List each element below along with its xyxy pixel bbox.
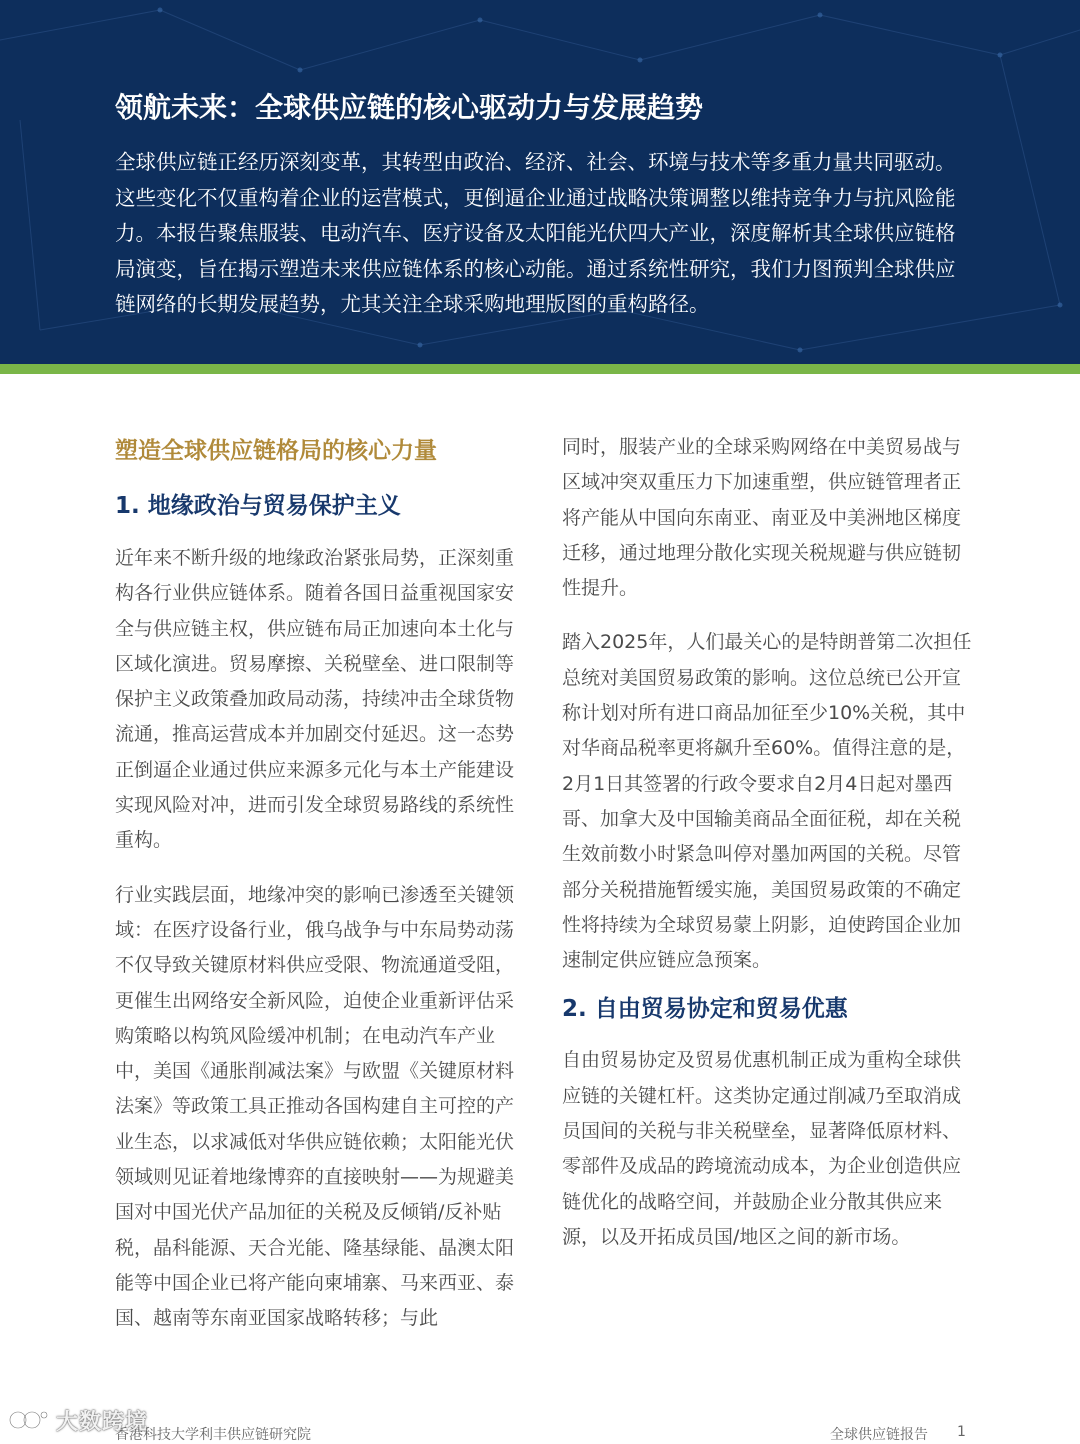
footer-institution: 香港科技大学利丰供应链研究院 bbox=[115, 1427, 311, 1443]
body-paragraph: 同时，服装产业的全球采购网络在中美贸易战与区域冲突双重压力下加速重塑，供应链管理者正将产能从中国向东南亚、南亚及中美洲地区梯度迁移，通过地理分散化实现关税规避与供应链韧性提升。 bbox=[562, 436, 962, 600]
body-paragraph: 行业实践层面，地缘冲突的影响已渗透至关键领域：在医疗设备行业，俄乌战争与中东局势动荡不仅导致关键原材料供应受限、物流通道受阻，更催生出网络安全新风险，迫使企业重新评估采购策略以构筑风险缓冲机制；在电动汽车产业中，美国《通胀削减法案》与欧盟《关键原材料法案》等政策工具正推动各国构建自主可控的产业生态，以求减低对华供应链依赖；太阳能光伏领域则见证着地缘博弈的直接映射——为规避美国对中国光伏产品加征的关税及反倾销/反补贴税，晶科能源、天合光能、隆基绿能、晶澳太阳能等中国企业已将产能向柬埔寨、马来西亚、泰国、越南等东南亚国家战略转移；与此 bbox=[115, 883, 515, 1330]
intro-paragraph: 全球供应链正经历深刻变革，其转型由政治、经济、社会、环境与技术等多重力量共同驱动。这些变化不仅重构着企业的运营模式，更倒逼企业通过战略决策调整以维持竞争力与抗风险能力。本报告聚焦服装、电动汽车、医疗设备及太阳能光伏四大产业，深度解析其全球供应链格局演变，旨在揭示塑造未来供应链体系的核心动能。通过系统性研究，我们力图预判全球供应链网络的长期发展趋势，尤其关注全球采购地理版图的重构路径。 bbox=[115, 150, 956, 316]
accent-divider bbox=[0, 364, 1080, 374]
left-column bbox=[115, 430, 520, 1337]
watermark-logo-icon bbox=[8, 1407, 50, 1433]
footer-report-name: 全球供应链报告 bbox=[830, 1427, 928, 1443]
watermark bbox=[8, 1404, 148, 1436]
right-column bbox=[562, 430, 972, 1255]
hero-banner bbox=[0, 0, 1080, 364]
subheading-free-trade: 2. 自由贸易协定和贸易优惠 bbox=[562, 996, 848, 1023]
body-paragraph: 踏入2025年，人们最关心的是特朗普第二次担任总统对美国贸易政策的影响。这位总统已公开宣称计划对所有进口商品加征至少10%关税，其中对华商品税率更将飙升至60%。值得注意的是，2月1日其签署的行政令要求自2月4日起对墨西哥、加拿大及中国输美商品全面征税，却在关税生效前数小时紧急叫停对墨加两国的关税。尽管部分关税措施暂缓实施，美国贸易政策的不确定性将持续为全球贸易蒙上阴影，迫使跨国企业加速制定供应链应急预案。 bbox=[562, 631, 972, 972]
watermark-text: 大数跨境 bbox=[56, 1409, 149, 1435]
section-heading: 塑造全球供应链格局的核心力量 bbox=[115, 438, 437, 464]
body-paragraph: 自由贸易协定及贸易优惠机制正成为重构全球供应链的关键杠杆。这类协定通过削减乃至取消成员国间的关税与非关税壁垒，显著降低原材料、零部件及成品的跨境流动成本，为企业创造供应链优化的战略空间，并鼓励企业分散其供应来源，以及开拓成员国/地区之间的新市场。 bbox=[562, 1049, 962, 1248]
body-paragraph: 近年来不断升级的地缘政治紧张局势，正深刻重构各行业供应链体系。随着各国日益重视国家安全与供应链主权，供应链布局正加速向本土化与区域化演进。贸易摩擦、关税壁垒、进口限制等保护主义政策叠加政局动荡，持续冲击全球货物流通，推高运营成本并加剧交付延迟。这一态势正倒逼企业通过供应来源多元化与本土产能建设实现风险对冲，进而引发全球贸易路线的系统性重构。 bbox=[115, 547, 515, 852]
subheading-geopolitics: 1. 地缘政治与贸易保护主义 bbox=[115, 493, 401, 519]
page-number: 1 bbox=[957, 1424, 966, 1440]
page-title: 领航未来：全球供应链的核心驱动力与发展趋势 bbox=[115, 91, 704, 124]
